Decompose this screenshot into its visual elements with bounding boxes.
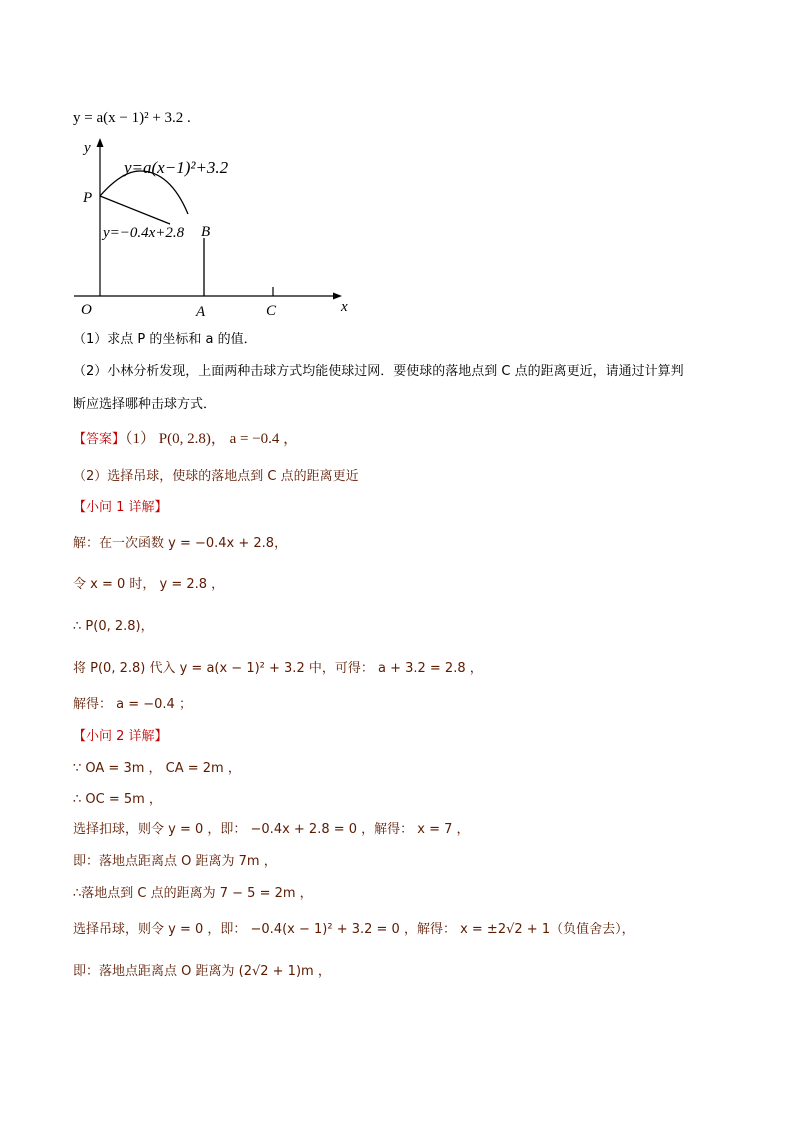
solution-2-line-2: ∴ OC = 5m ， bbox=[73, 792, 162, 807]
x-axis-label: x bbox=[341, 299, 348, 315]
point-a-label: A bbox=[196, 304, 206, 320]
smash-line bbox=[100, 196, 170, 224]
parabola-graph bbox=[70, 136, 370, 326]
solution-2-line-7: 即：落地点距离点 O 距离为 (2√2 + 1)m ， bbox=[73, 964, 331, 979]
top-formula: y = a(x − 1)² + 3.2 . bbox=[73, 110, 191, 126]
solution-1-line-4: 将 P(0, 2.8) 代入 y = a(x − 1)² + 3.2 中，可得： a + 3.2 = 2.8 ， bbox=[73, 661, 483, 676]
answer-tag: 【答案】 bbox=[73, 432, 126, 447]
question-1: （1）求点 P 的坐标和 a 的值． bbox=[73, 332, 257, 347]
solution-2-line-5: ∴落地点到 C 点的距离为 7 − 5 = 2m ， bbox=[73, 886, 313, 901]
solution-1-line-5: 解得： a = −0.4 ； bbox=[73, 697, 192, 712]
point-p-label: P bbox=[83, 190, 93, 206]
origin-label: O bbox=[81, 302, 92, 318]
sub-question-2-tag: 【小问 2 详解】 bbox=[73, 729, 168, 744]
point-b-label: B bbox=[201, 224, 211, 240]
solution-2-line-3: 选择扣球，则令 y = 0 ，即： −0.4x + 2.8 = 0 ，解得： x = 7 ， bbox=[73, 822, 470, 837]
answer-1: （1） P(0, 2.8)， a = −0.4 ， bbox=[125, 431, 299, 447]
solution-1-line-2: 令 x = 0 时， y = 2.8 ， bbox=[73, 577, 225, 592]
point-c-label: C bbox=[266, 303, 277, 319]
y-axis-arrow bbox=[97, 138, 104, 147]
line-label: y=−0.4x+2.8 bbox=[103, 225, 185, 241]
solution-2-line-4: 即：落地点距离点 O 距离为 7m ， bbox=[73, 854, 277, 869]
parabola-label: y=a(x−1)²+3.2 bbox=[124, 158, 229, 177]
answer-line bbox=[73, 429, 298, 450]
solution-2-line-1: ∵ OA = 3m ， CA = 2m ， bbox=[73, 761, 241, 776]
sub-question-1-tag: 【小问 1 详解】 bbox=[73, 500, 168, 515]
parabola-curve bbox=[100, 171, 188, 214]
solution-1-line-1: 解：在一次函数 y = −0.4x + 2.8， bbox=[73, 536, 288, 551]
y-axis-label: y bbox=[84, 140, 91, 156]
answer-2: （2）选择吊球，使球的落地点到 C 点的距离更近 bbox=[73, 469, 359, 484]
solution-2-line-6: 选择吊球，则令 y = 0 ，即： −0.4(x − 1)² + 3.2 = 0 ，解得： x = ±2√2 + 1（负值舍去）， bbox=[73, 922, 635, 937]
solution-1-line-3: ∴ P(0, 2.8)， bbox=[73, 619, 154, 634]
question-2-line-2: 断应选择哪种击球方式． bbox=[73, 397, 217, 412]
question-2-line-1: （2）小林分析发现，上面两种击球方式均能使球过网．要使球的落地点到 C 点的距离更近，请通过计算判 bbox=[73, 364, 684, 379]
